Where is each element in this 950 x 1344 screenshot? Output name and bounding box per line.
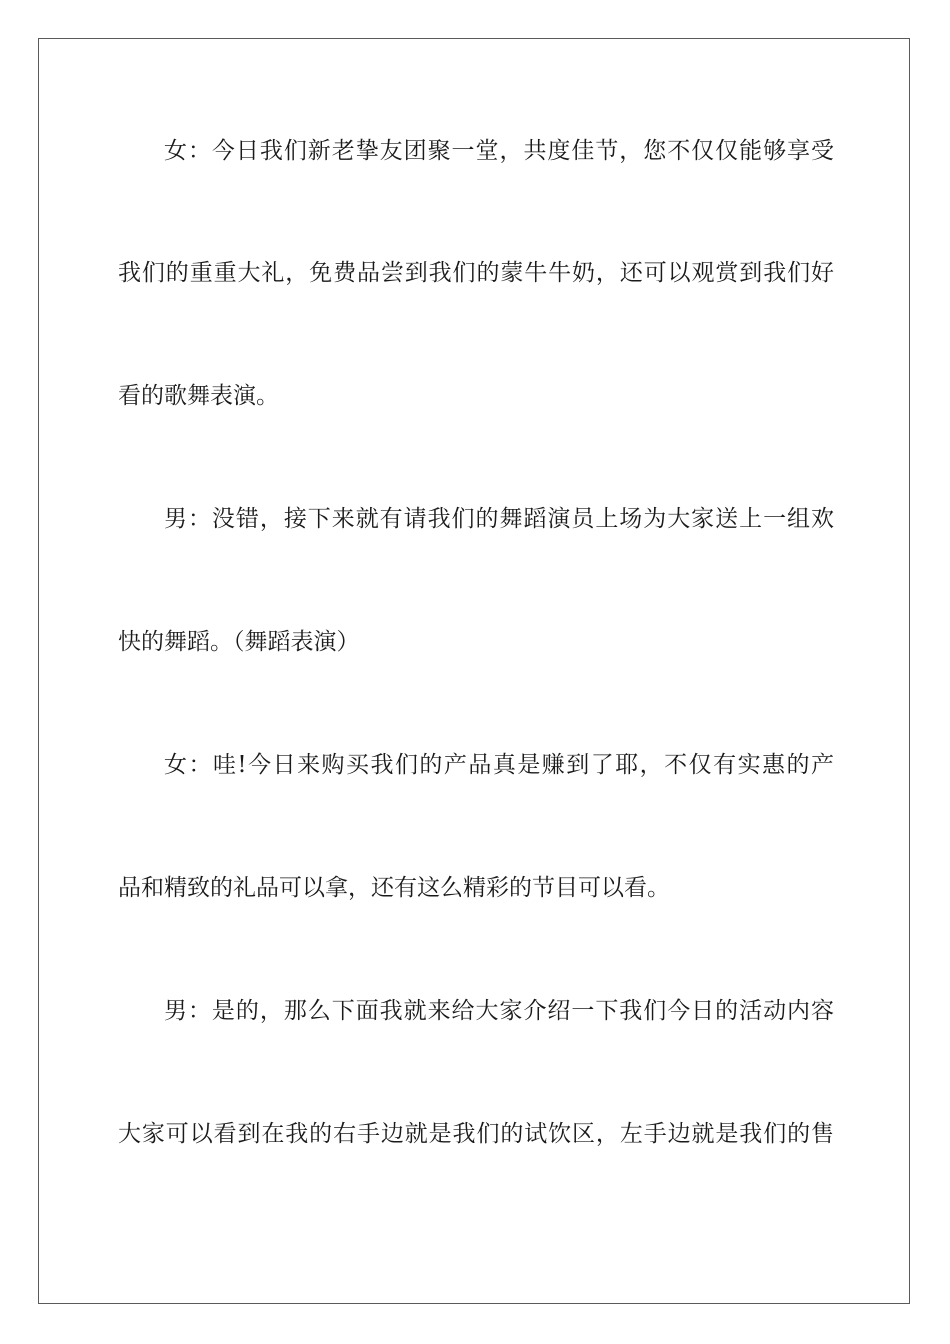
paragraph-2-line-2: 快的舞蹈。（舞蹈表演） (118, 629, 360, 655)
paragraph-3-line-2: 品和精致的礼品可以拿，还有这么精彩的节目可以看。 (118, 875, 670, 901)
paragraph-3-line-1: 女：哇!今日来购买我们的产品真是赚到了耶，不仅有实惠的产 (164, 752, 834, 778)
paragraph-1-line-3: 看的歌舞表演。 (118, 383, 279, 409)
paragraph-1-line-2: 我们的重重大礼，免费品尝到我们的蒙牛牛奶，还可以观赏到我们好 (118, 260, 834, 286)
paragraph-1-line-1: 女：今日我们新老挚友团聚一堂，共度佳节，您不仅仅能够享受 (164, 138, 834, 164)
paragraph-2-line-1: 男：没错，接下来就有请我们的舞蹈演员上场为大家送上一组欢 (164, 506, 834, 532)
paragraph-4-line-1: 男：是的，那么下面我就来给大家介绍一下我们今日的活动内容 (164, 998, 834, 1024)
paragraph-4-line-2: 大家可以看到在我的右手边就是我们的试饮区，左手边就是我们的售 (118, 1121, 834, 1147)
page-border (38, 38, 910, 1304)
